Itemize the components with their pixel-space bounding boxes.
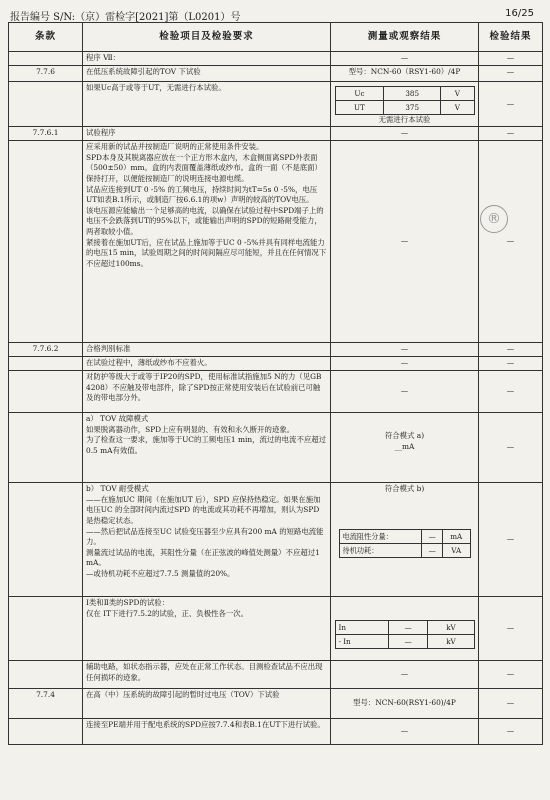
- row-item: 在高（中）压系统的故障引起的暂时过电压（TOV）下试验: [83, 689, 331, 719]
- row-result: —: [479, 343, 543, 357]
- row-item: 如果Uc高于或等于UT，无需进行本试验。: [83, 81, 331, 127]
- row-measure: —: [331, 371, 479, 413]
- row-result: —: [479, 719, 543, 745]
- row-measure: 型号：NCN-60(RSY1-60)/4P: [331, 689, 479, 719]
- row-item: 对防护等级大于或等于IP20的SPD，使用标准试指施加5 N的力（见GB 4208）不应触及带电部件，除了SPD按正常使用安装后在试验前已可触及的带电部分外。: [83, 371, 331, 413]
- table-row: [9, 371, 543, 413]
- row-result: —: [479, 141, 543, 343]
- row-result: —: [479, 357, 543, 371]
- row-result: —: [479, 483, 543, 597]
- impulse-table: In — kV - In — kV: [335, 620, 475, 649]
- no-test-note: 无需进行本试验: [378, 114, 431, 124]
- report-number: 报告编号 S/N:（京）雷检字[2021]第（L0201）号: [10, 12, 241, 23]
- table-row: [9, 127, 543, 141]
- table-row: [9, 357, 543, 371]
- row-measure: [331, 483, 479, 597]
- row-clause: 7.7.6.2: [9, 343, 83, 357]
- table-row: [9, 343, 543, 357]
- row-result: —: [479, 597, 543, 661]
- row-item: Ⅰ类和Ⅱ类的SPD的试验： 仅在 IT下进行7.5.2的试验，正、负极性各一次。: [83, 597, 331, 661]
- row-item: a） TOV 故障模式 如果脱离器动作，SPD上应有明显的、有效和永久断开的迹象。 为了检查这一要求，施加等于UC的工频电压1 min，流过的电流不应超过0.5 mA有效值。: [83, 413, 331, 483]
- row-clause: 7.7.6.1: [9, 127, 83, 141]
- row-measure: [331, 413, 479, 483]
- row-measure: 型号：NCN-60（RSY1-60）/4P: [331, 65, 479, 81]
- row-item: 应采用新的试品并按制造厂说明的正常使用条件安装。 SPD本身及其脱离器应放在一个正方形木盒内，木盒侧面离SPD外表面（500±50）mm。盒的内表面覆盖薄纸或纱布。盒的一面（不是底面）保持打开，以便能按制造厂的说明连接电源电缆。 试品应连接到UT 0 -5% 的工频电压，持续时间为tT=5s 0 -5%，电压UT如表B.1所示，或制造厂按6.6.1的项w）声明的较高的TOV电压。 该电压源应能输出一个足够高的电流，以确保在试验过程中SPD端子上的电压不会跌落到UT的95%以下，或能输出声明的SPD的短路耐受能力，两者取较小值。 紧接着在施加UT后，应在试品上施加等于UC 0 -5%并具有同样电流能力的电压15 min，试验周期之间的时间间隔应尽可能短，并且在任何情况下不应超过100ms。: [83, 141, 331, 343]
- row-item: 在试验过程中，薄纸或纱布不应着火。: [83, 357, 331, 371]
- row-item: b） TOV 耐受模式 ——在施加UC 期间（在施加UT 后），SPD 应保持热稳定。如果在施加电压UC 的全部时间内流过SPD 的电流或其功耗不再增加，则认为SPD 是热稳定状态。 ——然后把试品连接至UC 试验变压器至少应具有200 mA 的短路电流能力。 测量流过试品的电流，其阻性分量（在正弦波的峰值处测量）不应超过1 mA。 —或待机功耗不应超过7.7.5 测量值的20%。: [83, 483, 331, 597]
- row-measure: —: [331, 719, 479, 745]
- mode-b-table: 电流阻性分量： — mA 待机功耗： — VA: [339, 529, 471, 558]
- row-measure: [331, 597, 479, 661]
- row-item: 程序 Ⅶ：: [83, 52, 331, 66]
- table-row: [9, 413, 543, 483]
- col-header-item: 检验项目及检验要求: [83, 23, 331, 52]
- row-measure: [331, 81, 479, 127]
- row-measure: —: [331, 357, 479, 371]
- table-row: [9, 81, 543, 127]
- table-row: [9, 719, 543, 745]
- row-result: —: [479, 81, 543, 127]
- row-measure: —: [331, 661, 479, 689]
- row-item: 辅助电路，如状态指示器，应处在正常工作状态。目测检查试品不应出现任何损坏的迹象。: [83, 661, 331, 689]
- table-row: [9, 483, 543, 597]
- row-item: 试验程序: [83, 127, 331, 141]
- row-measure: —: [331, 141, 479, 343]
- registered-mark-icon: ®: [480, 205, 508, 233]
- row-result: —: [479, 65, 543, 81]
- row-result: —: [479, 52, 543, 66]
- col-header-measurement: 测量或观察结果: [331, 23, 479, 52]
- mode-a-current: __mA: [394, 442, 415, 452]
- table-row: [9, 689, 543, 719]
- mode-a-label: 符合模式 a): [384, 431, 425, 441]
- row-item: 在低压系统故障引起的TOV 下试验: [83, 65, 331, 81]
- voltage-table: Uc 385 V UT 375 V: [335, 86, 475, 115]
- row-result: —: [479, 689, 543, 719]
- row-result: —: [479, 371, 543, 413]
- row-item: 合格判别标准: [83, 343, 331, 357]
- row-item: 连接至PE端并用于配电系统的SPD应按7.7.4和表B.1在UT下进行试验。: [83, 719, 331, 745]
- row-result: —: [479, 661, 543, 689]
- page-header: [10, 8, 540, 22]
- row-clause: 7.7.6: [9, 65, 83, 81]
- col-header-clause: 条款: [9, 23, 83, 52]
- table-row: [9, 141, 543, 343]
- row-measure: —: [331, 127, 479, 141]
- table-row: [9, 65, 543, 81]
- table-row: [9, 52, 543, 66]
- table-header-row: [9, 23, 543, 52]
- table-row: [9, 661, 543, 689]
- table-row: [9, 597, 543, 661]
- mode-b-label: 符合模式 b): [384, 484, 425, 494]
- row-clause: 7.7.4: [9, 689, 83, 719]
- row-measure: —: [331, 343, 479, 357]
- col-header-result: 检验结果: [479, 23, 543, 52]
- row-result: —: [479, 127, 543, 141]
- inspection-table: [8, 22, 543, 745]
- row-result: —: [479, 413, 543, 483]
- page-number: 16/25: [505, 8, 534, 19]
- row-measure: —: [331, 52, 479, 66]
